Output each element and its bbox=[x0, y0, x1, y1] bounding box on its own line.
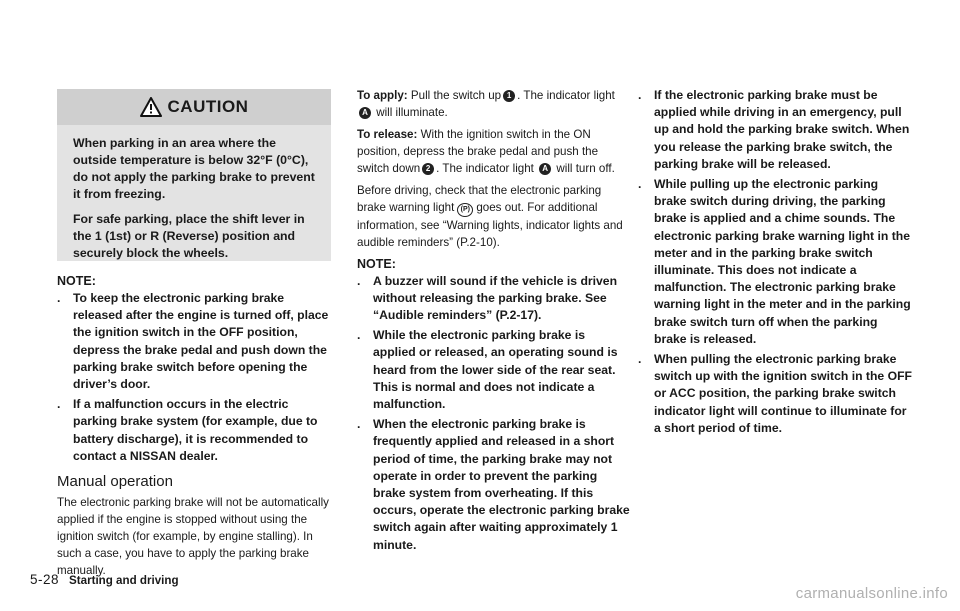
bullet-icon: . bbox=[357, 273, 361, 288]
caution-box bbox=[57, 89, 331, 261]
bullet-icon: . bbox=[638, 88, 642, 102]
note-list bbox=[57, 290, 331, 465]
caution-header bbox=[57, 89, 331, 125]
caution-title: CAUTION bbox=[167, 97, 249, 116]
warning-triangle-icon bbox=[140, 97, 162, 117]
column-3 bbox=[638, 87, 912, 440]
note-item: . A buzzer will sound if the vehicle is driven without releasing the parking brake. See “Audible reminders” (P.2-17). bbox=[357, 273, 618, 322]
number-2-icon: 2 bbox=[422, 163, 434, 175]
section-heading: Manual operation bbox=[57, 473, 173, 491]
note-item: . If a malfunction occurs in the electric parking brake system (for example, due to battery discharge), it is recommended to contact a NISSAN dealer. bbox=[57, 397, 318, 463]
column-1 bbox=[57, 273, 331, 584]
manual-operation-text: The electronic parking brake will not be automatically applied if the engine is stopped without using the ignition switch (for example, by engine stalling). In such a case, you have to apply the parking brake manually. bbox=[57, 496, 329, 578]
letter-a-icon: A bbox=[539, 163, 551, 175]
note-list bbox=[638, 87, 912, 437]
note-label: NOTE: bbox=[357, 256, 396, 271]
bullet-icon: . bbox=[57, 291, 61, 305]
apply-paragraph: To apply: Pull the switch up 1 . The indicator light A will illuminate. bbox=[357, 89, 615, 119]
note-item: . While pulling up the electronic parking brake switch during driving, the parking brake is applied and a chime sounds. The electronic parking brake warning light in the meter and in the parking brake switch illuminate. This does not indicate a malfunction. The electronic parking brake warning light in the meter and in the parking brake switch turn off when the parking brake is released. bbox=[638, 177, 911, 346]
caution-body bbox=[73, 135, 321, 270]
letter-a-icon: A bbox=[359, 107, 371, 119]
watermark: carmanualsonline.info bbox=[795, 585, 948, 602]
note-list bbox=[357, 273, 631, 554]
note-label: NOTE: bbox=[57, 274, 96, 288]
note-item: . While the electronic parking brake is applied or released, an operating sound is heard from the lower side of the rear seat. This is normal and does not indicate a malfunction. bbox=[357, 328, 618, 411]
apply-lead: To apply: bbox=[357, 89, 408, 102]
note-item: . If the electronic parking brake must be applied while driving in an emergency, pull up and hold the parking brake switch. When you release the parking brake switch, the parking brake will be released. bbox=[638, 88, 910, 171]
page-footer bbox=[30, 572, 179, 587]
column-2 bbox=[357, 87, 631, 557]
release-paragraph: To release: With the ignition switch in the ON position, depress the brake pedal and push the switch down 2 . The indicator light A will turn off. bbox=[357, 128, 615, 175]
note-item: . When the electronic parking brake is frequently applied and released in a short period of time, the parking brake may not operate in order to prevent the parking brake system from overheating. If this occurs, operate the electronic parking brake switch again after waiting approximately 1 minute. bbox=[357, 417, 630, 552]
bullet-icon: . bbox=[638, 177, 642, 192]
caution-paragraph: For safe parking, place the shift lever in the 1 (1st) or R (Reverse) position and securely block the wheels. bbox=[73, 212, 305, 260]
caution-paragraph: When parking in an area where the outside temperature is below 32°F (0°C), do not apply the parking brake to prevent it from freezing. bbox=[73, 136, 315, 201]
bullet-icon: . bbox=[357, 417, 361, 432]
bullet-icon: . bbox=[357, 328, 361, 343]
note-item: . When pulling the electronic parking brake switch up with the ignition switch in the OFF or ACC position, the parking brake switch indicator light will continue to illuminate for a short period of time. bbox=[638, 352, 912, 435]
release-lead: To release: bbox=[357, 128, 418, 141]
number-1-icon: 1 bbox=[503, 90, 515, 102]
parking-brake-warning-icon: (P) bbox=[457, 203, 473, 217]
bullet-icon: . bbox=[57, 397, 61, 412]
bullet-icon: . bbox=[638, 352, 642, 367]
note-item: . To keep the electronic parking brake released after the engine is turned off, place the ignition switch in the OFF position, depress the brake pedal and push down the parking brake switch before opening the driver’s door. bbox=[57, 291, 329, 392]
page-number: 5-28 bbox=[30, 572, 60, 587]
section-name: Starting and driving bbox=[69, 574, 179, 587]
before-driving-paragraph: Before driving, check that the electronic parking brake warning light (P) goes out. For additional information, see “Warning lights, indicator lights and audible reminders” (P.2-10). bbox=[357, 184, 623, 249]
